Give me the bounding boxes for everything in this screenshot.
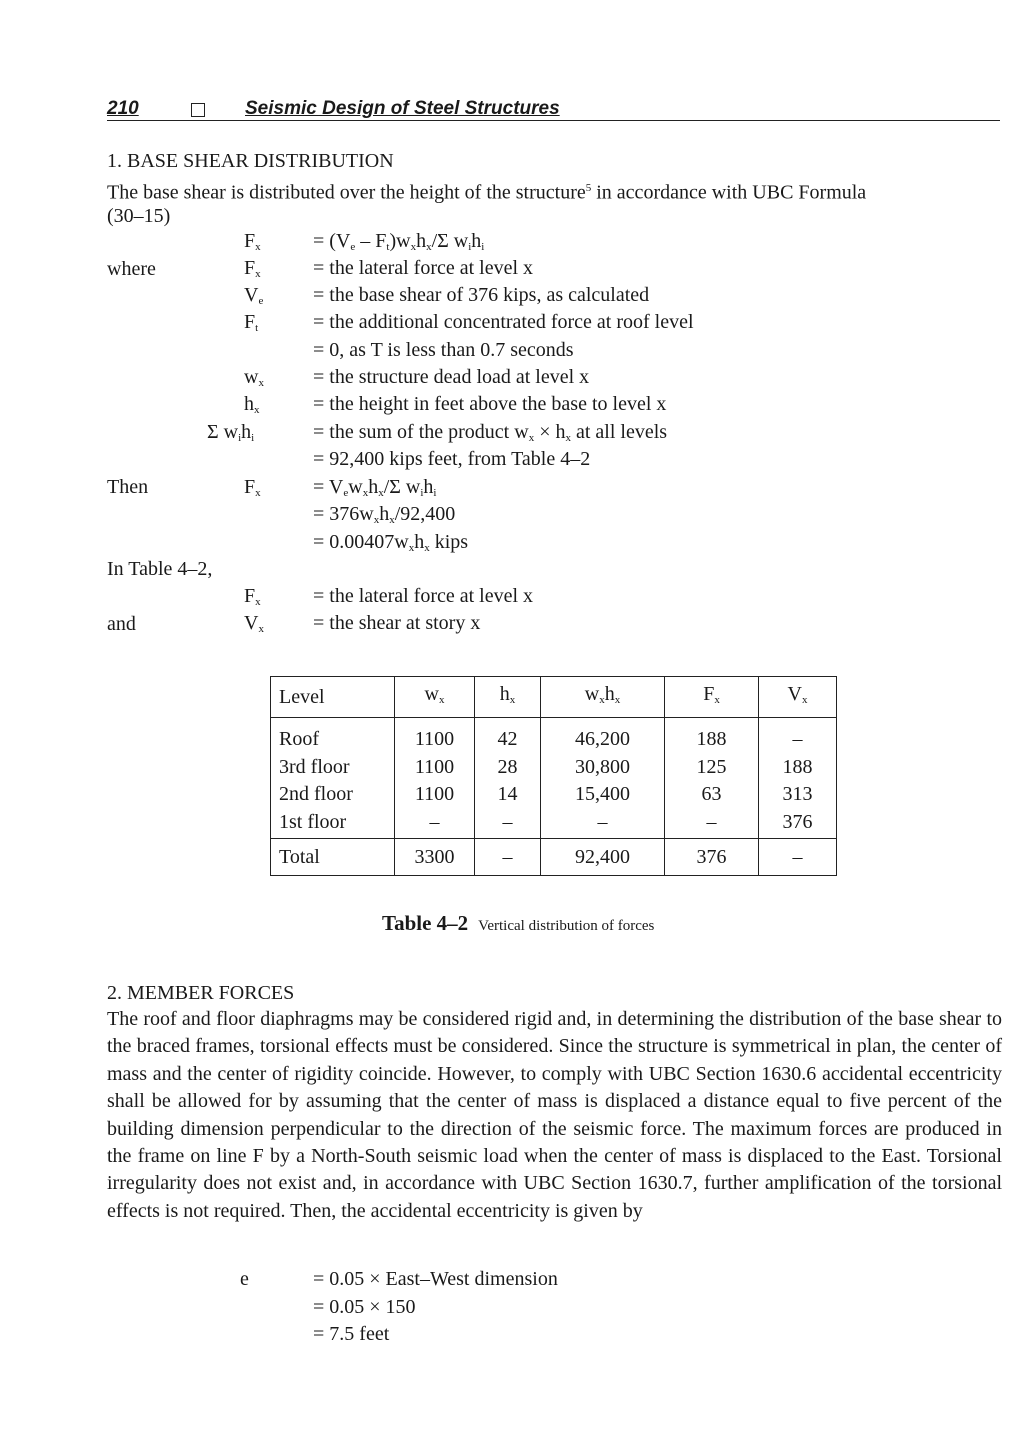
symbol-ve: $V_e$ (244, 284, 264, 307)
running-header (107, 98, 1000, 121)
def-ft-1: = the additional concentrated force at roof level (313, 311, 694, 333)
total-vx: – (759, 839, 837, 876)
def-wx: = the structure dead load at level x (313, 366, 590, 388)
symbol-wx: $w_x$ (244, 366, 264, 389)
eccentricity-line-3: = 7.5 feet (313, 1323, 390, 1345)
symbol-fx: $F_x$ (244, 230, 261, 253)
total-label: Total (271, 839, 395, 876)
eccentricity-line-1: = 0.05 × East–West dimension (313, 1268, 558, 1290)
symbol-e: e (240, 1268, 249, 1290)
def-sum-value: = 92,400 kips feet, from Table 4–2 (313, 448, 591, 470)
then-label: Then (107, 476, 149, 498)
def-lateral-2: = the lateral force at level x (313, 585, 534, 607)
symbol-fx-then: $F_x$ (244, 476, 261, 499)
formula-ref: (30–15) (107, 205, 171, 227)
section1-heading: 1. BASE SHEAR DISTRIBUTION (107, 150, 394, 172)
column-wx: 1100 1100 1100 – (395, 718, 475, 839)
symbol-fx-def: $F_x$ (244, 257, 261, 280)
table-caption (382, 911, 654, 936)
then-coef: = $0.00407w_xh_x$ kips (313, 531, 469, 554)
symbol-sum: Σ $w_ih_i$ (207, 421, 255, 444)
table-header-row (271, 677, 837, 718)
def-hx: = the height in feet above the base to level x (313, 393, 667, 415)
column-fx: 188 125 63 – (665, 718, 759, 839)
then-376: = $376w_xh_x/92,400$ (313, 503, 456, 526)
main-formula: = $(V_e - F_t)w_xh_x/\Sigma$ $w_ih_i$ (313, 230, 485, 253)
def-shear: = the shear at story x (313, 612, 481, 634)
section2-heading: 2. MEMBER FORCES (107, 982, 295, 1004)
def-ft-2: = 0, as T is less than 0.7 seconds (313, 339, 574, 361)
symbol-fx-table: $F_x$ (244, 585, 261, 608)
total-wx: 3300 (395, 839, 475, 876)
header-level: Level (271, 677, 395, 718)
header-hx: $h_x$ (475, 677, 541, 718)
page-number: 210 (107, 98, 139, 119)
header-wxhx: $w_xh_x$ (541, 677, 665, 718)
table-body (271, 718, 837, 839)
caption-text: Vertical distribution of forces (478, 918, 655, 934)
table-total-row (271, 839, 837, 876)
def-lateral: = the lateral force at level x (313, 257, 534, 279)
header-wx: $w_x$ (395, 677, 475, 718)
column-level: Roof 3rd floor 2nd floor 1st floor (271, 718, 395, 839)
def-sum: = the sum of the product $w_x \times h_x$ at all levels (313, 421, 668, 444)
section1-intro: The base shear is distributed over the height of the structure$^5$ in accordance with UBC Formula (107, 181, 867, 204)
then-formula: = $V_ew_xh_x/\Sigma$ $w_ih_i$ (313, 476, 437, 499)
total-hx: – (475, 839, 541, 876)
separator-box-icon (191, 103, 205, 117)
in-table-label: In Table 4–2, (107, 558, 213, 580)
header-fx: $F_x$ (665, 677, 759, 718)
symbol-vx: $V_x$ (244, 612, 264, 635)
section2-paragraph: The roof and floor diaphragms may be considered rigid and, in determining the distribution of the base shear to the braced frames, torsional effects must be considered. Since the structure is symmetrical in plan, the center of mass and the center of rigidity coincide. However, to comply with UBC Section 1630.6 accidental eccentricity shall be allowed for by assuming that the center of mass is displaced a distance equal to five percent of the building dimension perpendicular to the direction of the seismic force. The maximum forces are produced in the frame on line F by a North-South seismic load when the center of mass is displaced to the East. Torsional irregularity does not exist and, in accordance with UBC Section 1630.7, further amplification of the torsional effects is not required. Then, the accidental eccentricity is given by (107, 1008, 1002, 1222)
total-fx: 376 (665, 839, 759, 876)
def-ve: = the base shear of 376 kips, as calculated (313, 284, 650, 306)
header-vx: $V_x$ (759, 677, 837, 718)
caption-label: Table 4–2 (382, 911, 469, 935)
column-wxhx: 46,200 30,800 15,400 – (541, 718, 665, 839)
symbol-hx: $h_x$ (244, 393, 260, 416)
distribution-table (270, 676, 837, 876)
eccentricity-line-2: = 0.05 × 150 (313, 1296, 416, 1318)
and-label: and (107, 613, 136, 635)
where-label: where (107, 258, 156, 280)
book-title: Seismic Design of Steel Structures (245, 98, 560, 119)
column-hx: 42 28 14 – (475, 718, 541, 839)
symbol-ft: $F_t$ (244, 311, 259, 334)
total-wxhx: 92,400 (541, 839, 665, 876)
column-vx: – 188 313 376 (759, 718, 837, 839)
